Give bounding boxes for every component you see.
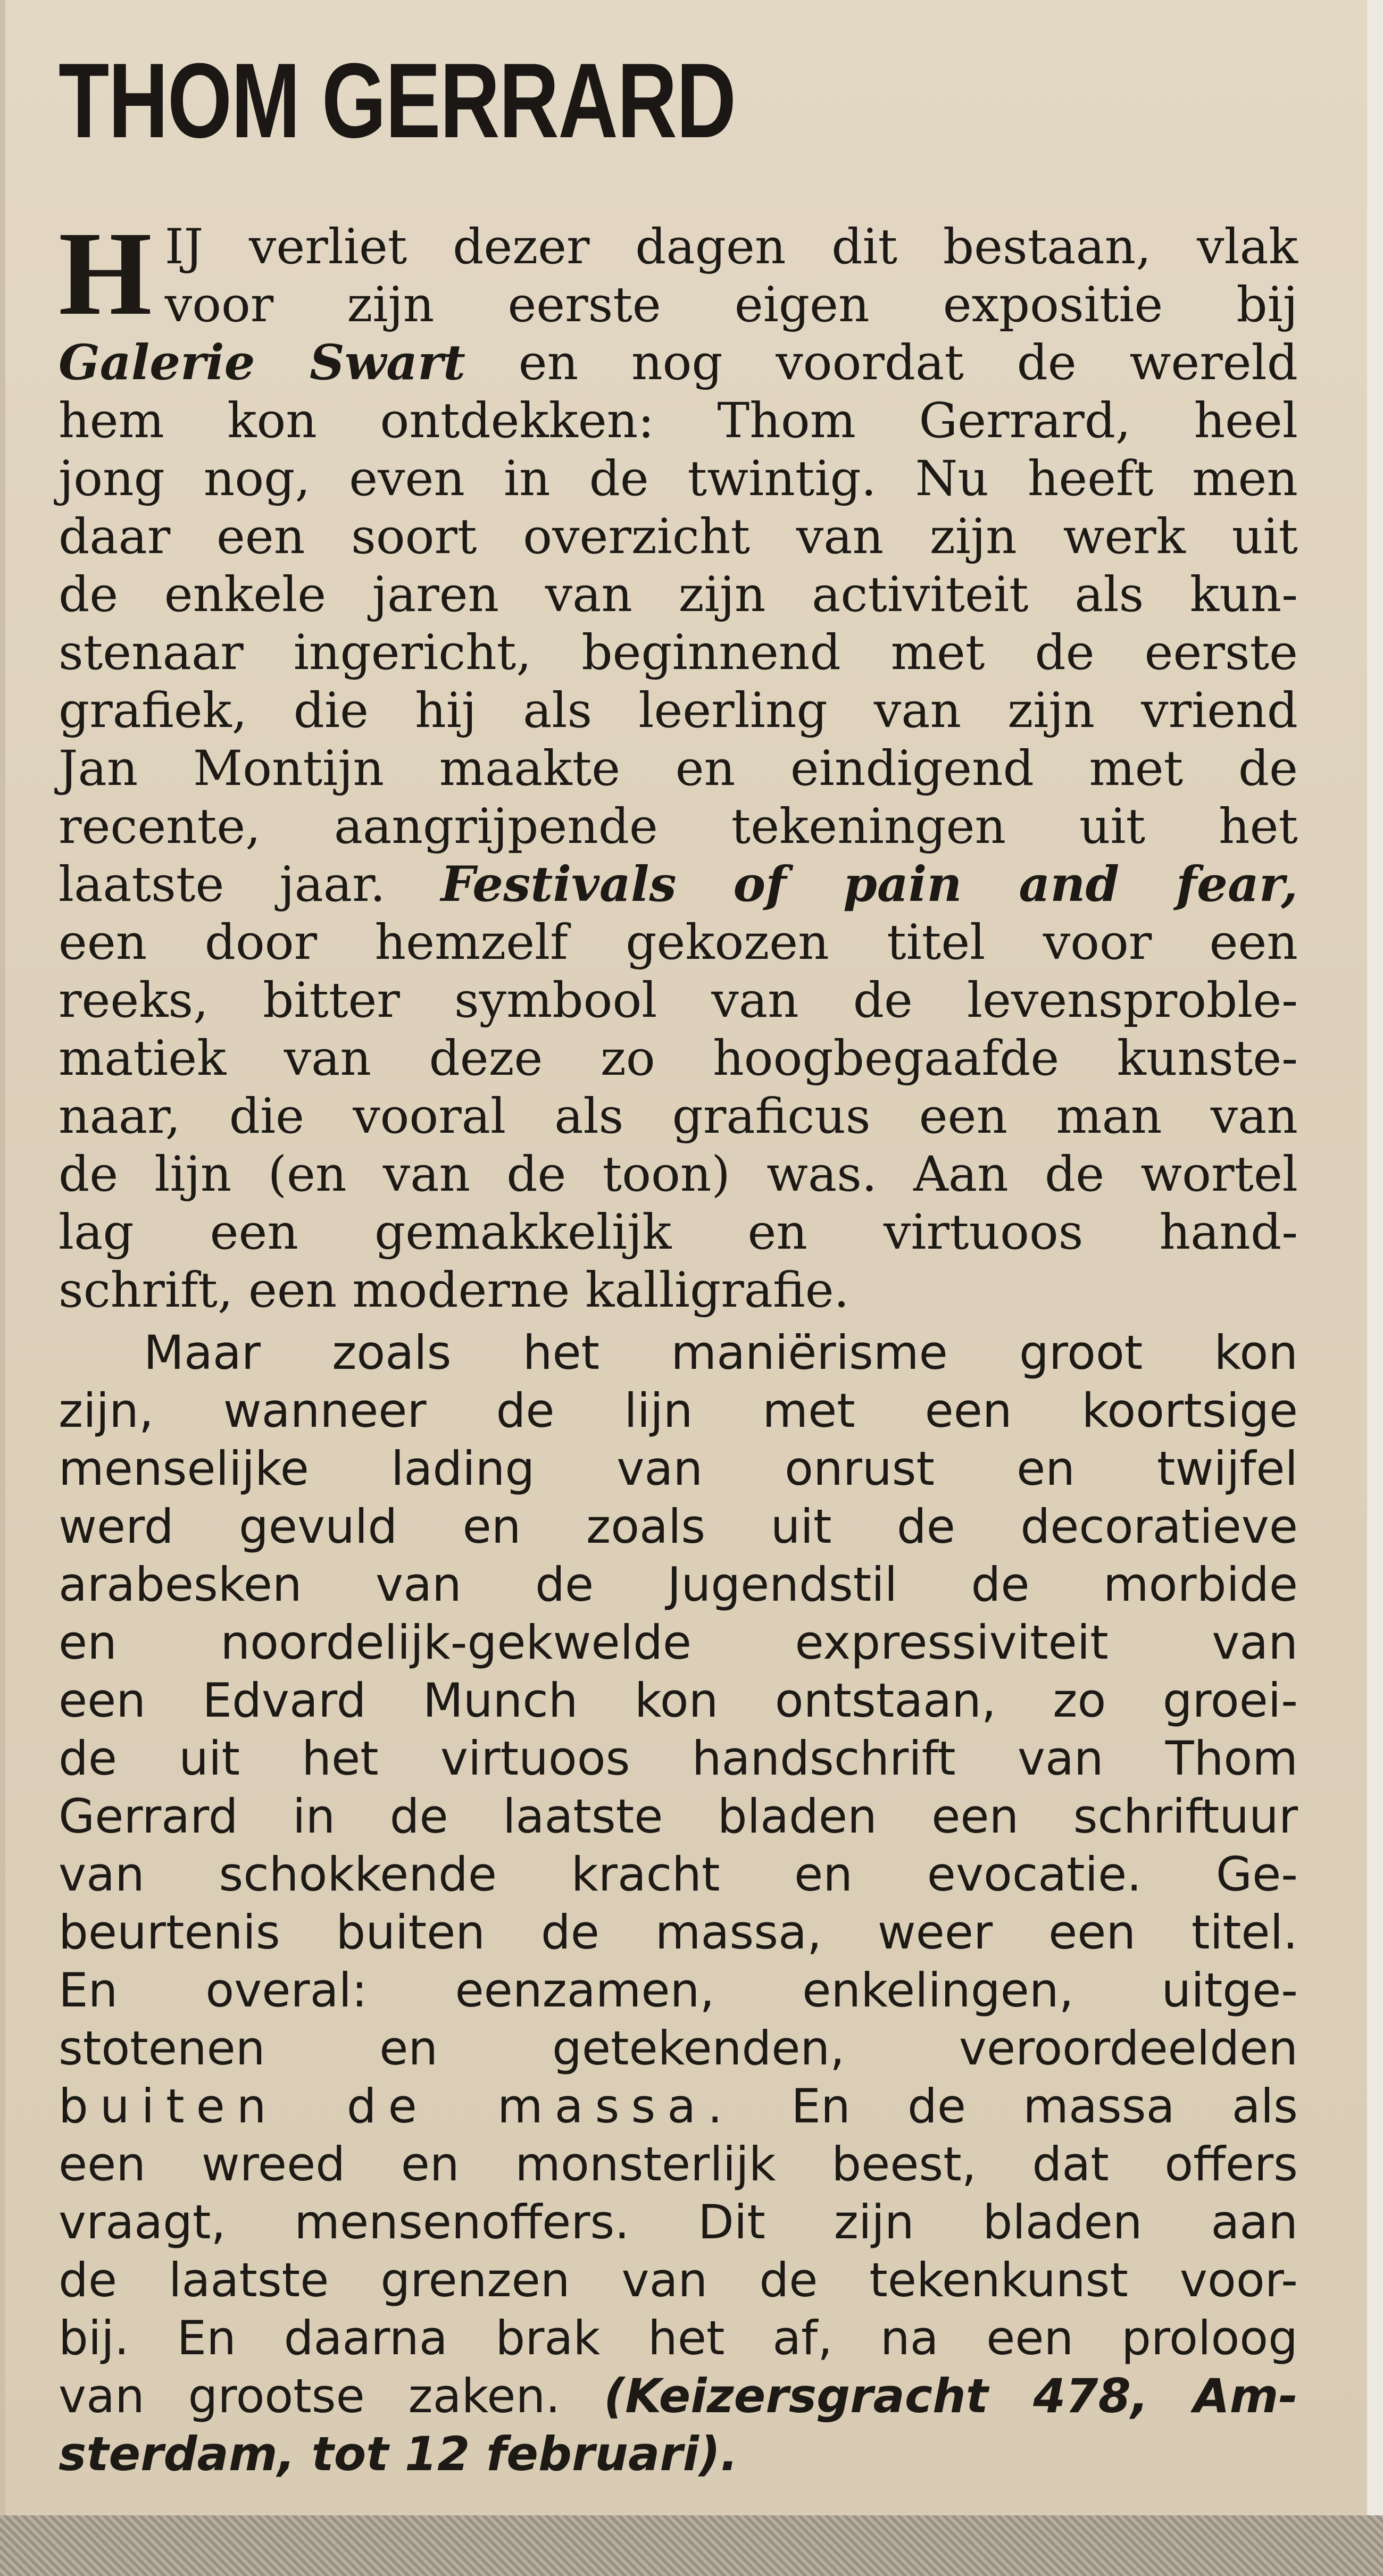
gallery-name: Galerie Swart [59,334,466,391]
text-line: werd gevuld en zoals uit de decoratieve [59,1499,1298,1554]
text-line: Gerrard in de laatste bladen een schriftuur [59,1789,1298,1844]
text-line: Galerie Swart en nog voordat de wereld [59,334,1298,391]
text-line: de lijn (en van de toon) was. Aan de wortel [59,1147,1298,1202]
text-line: stotenen en getekenden, veroordeelden [59,2021,1298,2076]
text-line: en noordelijk-gekwelde expressiviteit van [59,1615,1298,1670]
text-line: IJ verliet dezer dagen dit bestaan, vlak [164,219,1298,275]
text-line: een Edvard Munch kon ontstaan, zo groei- [59,1673,1298,1728]
text-line [59,2425,1298,2483]
series-title: Festivals of pain and fear, [440,856,1298,913]
paper-edge [1367,0,1383,2515]
text-line: vraagt, mensenoffers. Dit zijn bladen aan [59,2195,1298,2249]
paragraph-1 [59,207,1298,1319]
text-line: zijn, wanneer de lijn met een koortsige [59,1383,1298,1438]
date-note: sterdam, tot 12 februari). [59,2427,738,2481]
text-line: arabesken van de Jugendstil de morbide [59,1557,1298,1612]
spaced-phrase: buiten de massa. [59,2079,735,2134]
text-line: grafiek, die hij als leerling van zijn vriend [59,683,1298,739]
text-line: de enkele jaren van zijn activiteit als kun- [59,567,1298,623]
text-line: een door hemzelf gekozen titel voor een [59,915,1298,971]
text-line: stenaar ingericht, beginnend met de eerste [59,625,1298,681]
text-line: naar, die vooral als graficus een man van [59,1089,1298,1144]
address-note: (Keizersgracht 478, Am- [604,2369,1298,2423]
text-line: lag een gemakkelijk en virtuoos hand- [59,1205,1298,1260]
text-line: de uit het virtuoos handschrift van Thom [59,1731,1298,1786]
text-line: van grootse zaken. (Keizersgracht 478, Am- [59,2369,1298,2423]
text-line: een wreed en monsterlijk beest, dat offers [59,2137,1298,2192]
text-line: matiek van deze zo hoogbegaafde kunste- [59,1031,1298,1086]
text-line: En overal: eenzamen, enkelingen, uitge- [59,1963,1298,2018]
text-line: menselijke lading van onrust en twijfel [59,1441,1298,1496]
text-line: voor zijn eerste eigen expositie bij [164,277,1298,333]
text-line: beurtenis buiten de massa, weer een titel. [59,1905,1298,1960]
newspaper-clipping [5,0,1367,2515]
text-line: bij. En daarna brak het af, na een proloog [59,2311,1298,2365]
paragraph-2 [59,1324,1298,2483]
drop-cap: H [59,207,152,340]
headline: THOM GERRARD [59,41,736,160]
text-line: schrift, een moderne kalligrafie. [59,1262,849,1318]
text-line: hem kon ontdekken: Thom Gerrard, heel [59,393,1298,449]
text-line: laatste jaar. Festivals of pain and fear, [59,856,1298,913]
text-line: van schokkende kracht en evocatie. Ge- [59,1847,1298,1902]
bottom-paper-strip [0,2515,1383,2576]
text-line: recente, aangrijpende tekeningen uit het [59,799,1298,855]
text-line: de laatste grenzen van de tekenkunst voor- [59,2253,1298,2307]
text-line: buiten de massa. En de massa als [59,2079,1298,2134]
text-line: Maar zoals het maniërisme groot kon [144,1325,1298,1380]
text-line: reeks, bitter symbool van de levensproble- [59,973,1298,1028]
text-line: jong nog, even in de twintig. Nu heeft men [59,451,1298,507]
text-line: daar een soort overzicht van zijn werk uit [59,509,1298,565]
text-line: Jan Montijn maakte en eindigend met de [59,741,1298,797]
